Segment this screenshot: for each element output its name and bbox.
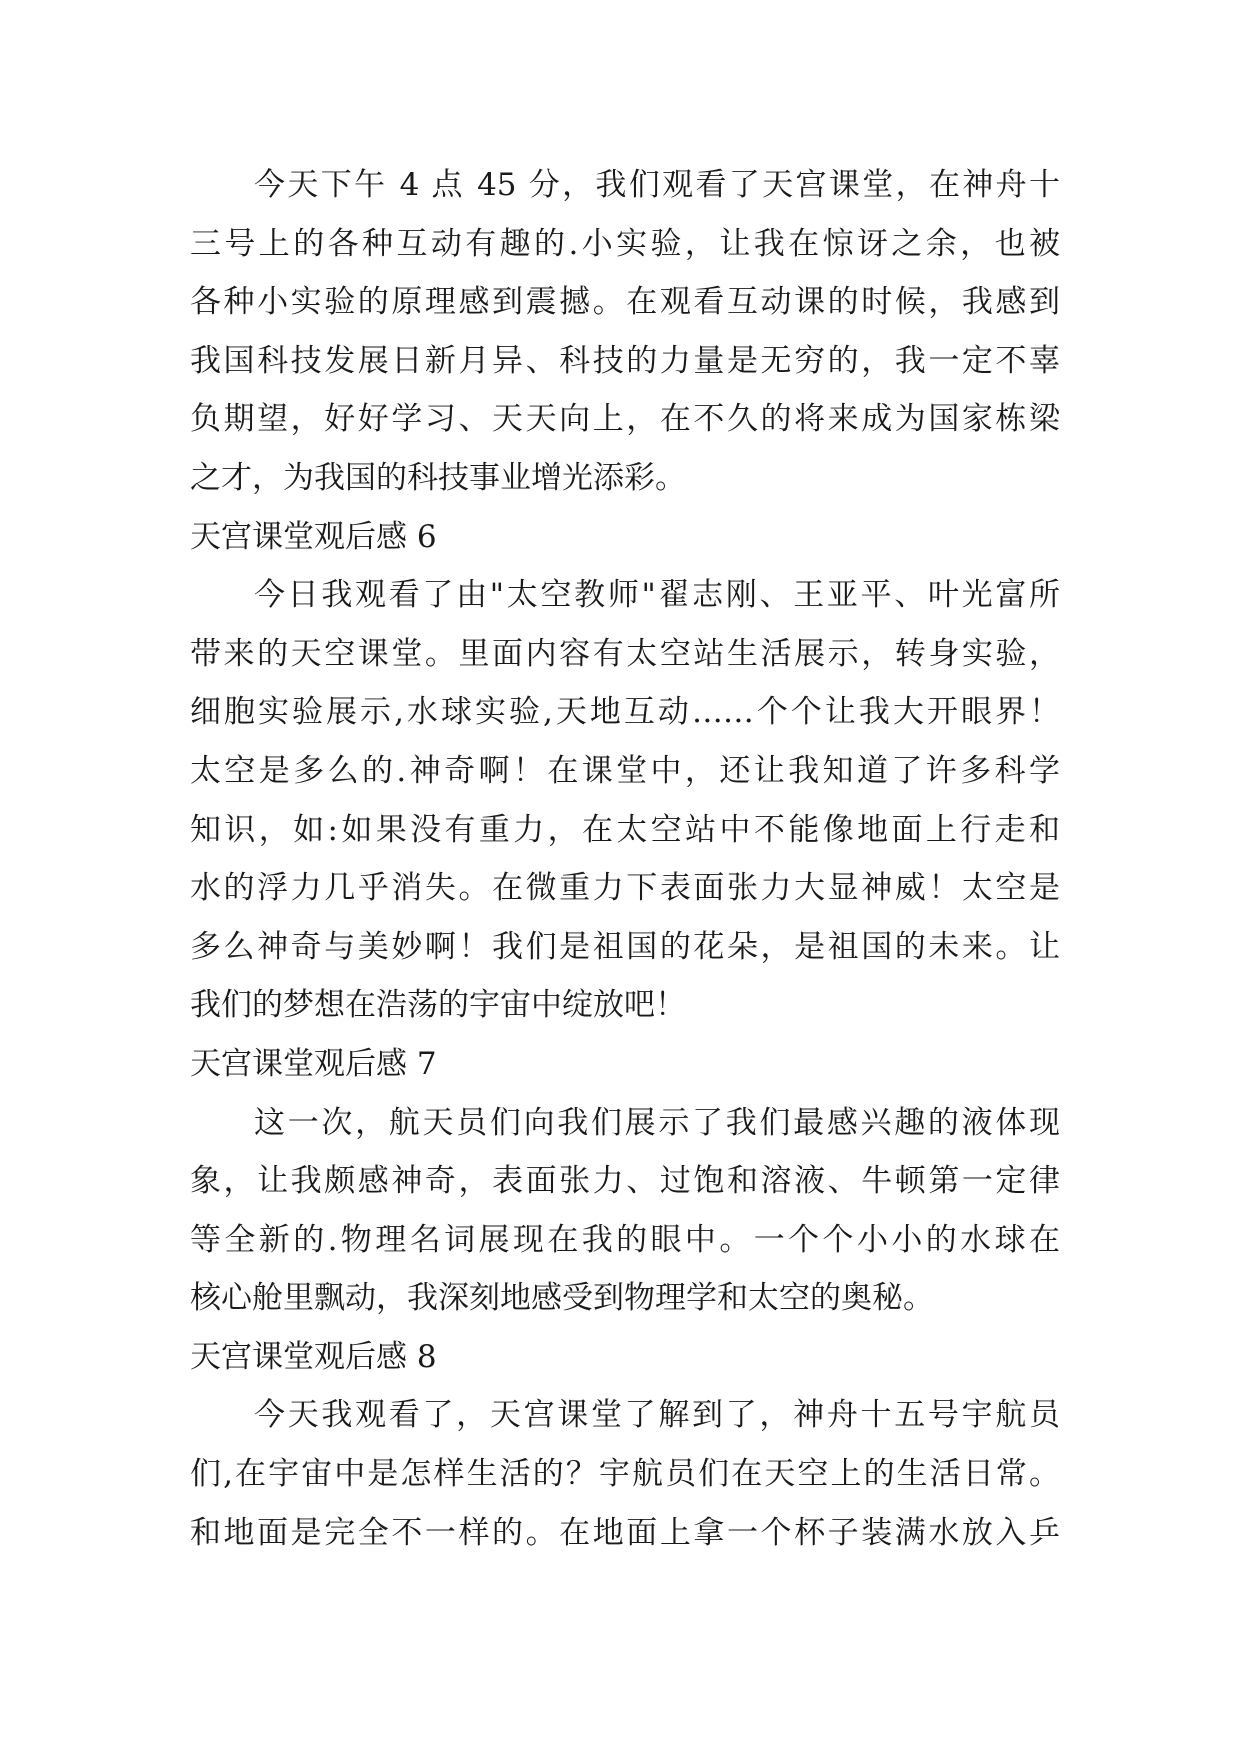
paragraph xyxy=(190,566,1060,1035)
text-line: 各种小实验的原理感到震撼。在观看互动课的时候，我感到 xyxy=(190,284,1060,321)
section-heading: 天宫课堂观后感 6 xyxy=(190,518,437,555)
text-line: 今天下午 4 点 45 分，我们观看了天宫课堂，在神舟十 xyxy=(254,167,1060,203)
text-line: 们,在宇宙中是怎样生活的？宇航员们在天空上的生活日常。 xyxy=(190,1456,1060,1493)
text-line: 太空是多么的.神奇啊！在课堂中，还让我知道了许多科学 xyxy=(190,752,1060,789)
text-line: 和地面是完全不一样的。在地面上拿一个杯子装满水放入乒 xyxy=(190,1514,1060,1551)
text-line: 核心舱里飘动，我深刻地感受到物理学和太空的奥秘。 xyxy=(190,1280,934,1317)
text-line: 知识，如:如果没有重力，在太空站中不能像地面上行走和 xyxy=(190,811,1060,848)
text-line: 这一次，航天员们向我们展示了我们最感兴趣的液体现 xyxy=(254,1104,1060,1141)
section-heading: 天宫课堂观后感 8 xyxy=(190,1338,437,1375)
text-line: 负期望，好好学习、天天向上，在不久的将来成为国家栋梁 xyxy=(190,401,1060,438)
paragraph xyxy=(190,1386,1060,1562)
text-line: 三号上的各种互动有趣的.小实验，让我在惊讶之余，也被 xyxy=(190,225,1060,262)
text-line: 等全新的.物理名词展现在我的眼中。一个个小小的水球在 xyxy=(190,1221,1060,1258)
text-line: 细胞实验展示,水球实验,天地互动……个个让我大开眼界！ xyxy=(190,694,1060,731)
document-body xyxy=(190,156,1060,1562)
text-line: 今天我观看了，天宫课堂了解到了，神舟十五号宇航员 xyxy=(254,1397,1060,1434)
text-line: 多么神奇与美妙啊！我们是祖国的花朵，是祖国的未来。让 xyxy=(190,928,1060,965)
text-line: 我们的梦想在浩荡的宇宙中绽放吧！ xyxy=(190,987,686,1024)
text-line: 我国科技发展日新月异、科技的力量是无穷的，我一定不辜 xyxy=(190,342,1060,379)
paragraph xyxy=(190,156,1060,508)
text-line: 之才，为我国的科技事业增光添彩。 xyxy=(190,459,686,496)
paragraph xyxy=(190,1094,1060,1328)
text-line: 水的浮力几乎消失。在微重力下表面张力大显神威！太空是 xyxy=(190,870,1060,907)
text-line: 今日我观看了由"太空教师"翟志刚、王亚平、叶光富所 xyxy=(254,577,1060,614)
text-line: 带来的天空课堂。里面内容有太空站生活展示，转身实验， xyxy=(190,635,1060,672)
text-line: 象，让我颇感神奇，表面张力、过饱和溶液、牛顿第一定律 xyxy=(190,1163,1060,1200)
section-heading: 天宫课堂观后感 7 xyxy=(190,1045,437,1082)
